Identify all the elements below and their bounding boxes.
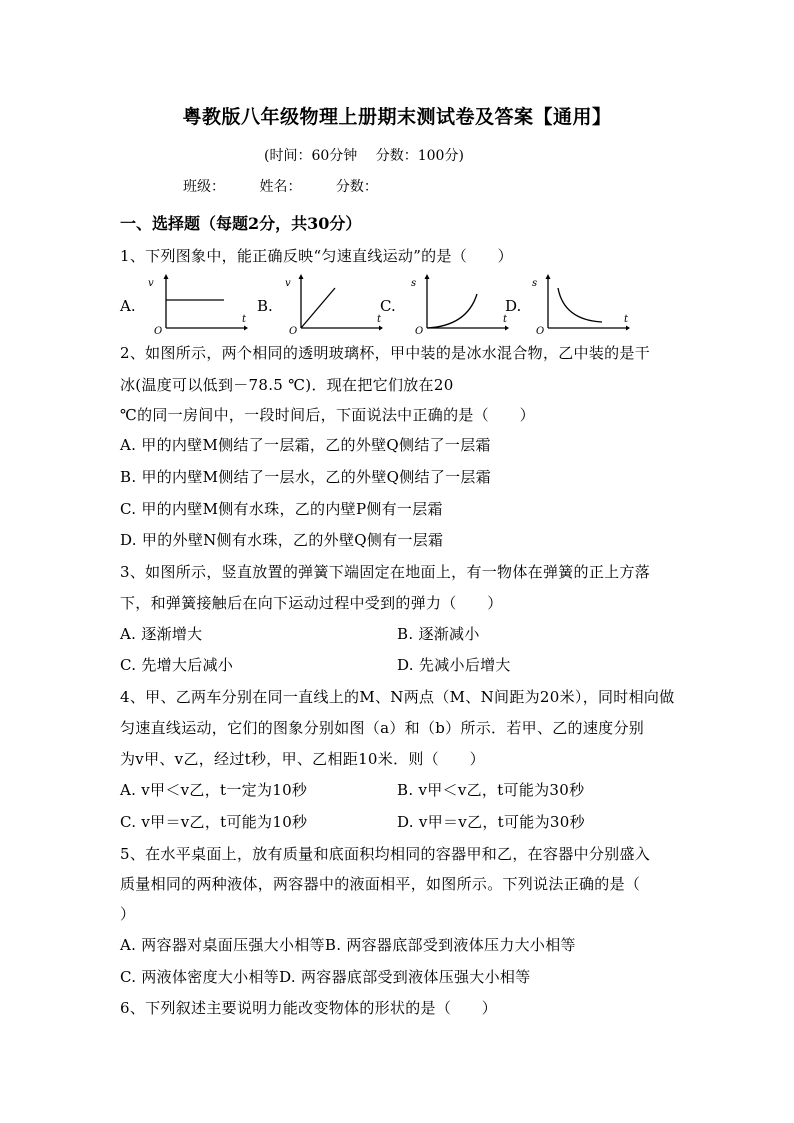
q3-option-d: D. 先减小后增大 <box>397 656 511 674</box>
q1-graph-b-x-label: t <box>377 314 382 325</box>
q1-graph-a-y-label: v <box>148 278 154 289</box>
q1-graph-d-origin: O <box>536 326 545 337</box>
q1-graph-b-origin: O <box>289 326 298 337</box>
q1-graph-a-x-label: t <box>242 314 247 325</box>
q2-option-a: A. 甲的内壁M侧结了一层霜，乙的外壁Q侧结了一层霜 <box>120 436 491 454</box>
q5-options-cd: C. 两液体密度大小相等D. 两容器底部受到液体压强大小相等 <box>120 968 531 986</box>
q4-option-d: D. v甲＝v乙，t可能为30秒 <box>397 813 585 831</box>
class-label: 班级： <box>183 179 225 195</box>
q3-option-a: A. 逐渐增大 <box>120 625 203 643</box>
q1-graph-b-y-label: v <box>285 278 291 289</box>
q2-option-b: B. 甲的内壁M侧结了一层水，乙的外壁Q侧结了一层霜 <box>120 468 492 486</box>
q1-graph-c-y-label: s <box>411 278 417 289</box>
q3-option-c: C. 先增大后减小 <box>120 656 234 674</box>
q5-stem-line1: 5、在水平桌面上，放有质量和底面积均相同的容器甲和乙，在容器中分别盛入 <box>120 845 651 863</box>
score-label: 分数： <box>335 179 378 195</box>
q5-stem-line3: ） <box>120 905 136 923</box>
q5-stem-line2: 质量相同的两种液体，两容器中的液面相平，如图所示。下列说法正确的是（ <box>120 875 641 893</box>
name-label: 姓名： <box>259 179 302 195</box>
q3-stem-line1: 3、如图所示，竖直放置的弹簧下端固定在地面上，有一物体在弹簧的正上方落 <box>120 563 651 581</box>
q2-stem-line2: 冰(温度可以低到－78.5 ℃)．现在把它们放在20 <box>120 376 454 394</box>
q3-stem-line2: 下，和弹簧接触后在向下运动过程中受到的弹力（ ） <box>120 594 503 612</box>
exam-time-score: (时间：60分钟 分数：100分) <box>264 148 464 164</box>
q3-option-b: B. 逐渐减小 <box>397 625 480 643</box>
q1-stem: 1、下列图象中，能正确反映“匀速直线运动”的是（ ） <box>120 247 513 265</box>
q1-option-c-label: C. <box>380 297 396 315</box>
page-title: 粤教版八年级物理上册期末测试卷及答案【通用】 <box>182 106 612 128</box>
q1-graph-c-origin: O <box>415 326 424 337</box>
q4-option-c: C. v甲＝v乙，t可能为10秒 <box>120 813 308 831</box>
q1-graph-d-y-label: s <box>532 278 538 289</box>
q1-graph-a <box>148 274 248 337</box>
q1-graph-d-x-label: t <box>624 314 629 325</box>
q4-stem-line3: 为v甲、v乙，经过t秒，甲、乙相距10米．则（ ） <box>120 750 485 768</box>
q4-option-a: A. v甲＜v乙，t一定为10秒 <box>120 781 308 799</box>
section-heading: 一、选择题（每题2分，共30分） <box>120 214 362 233</box>
q5-options-ab: A. 两容器对桌面压强大小相等B. 两容器底部受到液体压力大小相等 <box>120 936 576 954</box>
q1-graph-c <box>409 274 509 337</box>
student-info-line <box>183 176 408 196</box>
q2-stem-line3: ℃的同一房间中，一段时间后，下面说法中正确的是（ ） <box>120 406 535 424</box>
q6-stem: 6、下列叙述主要说明力能改变物体的形状的是（ ） <box>120 999 498 1017</box>
q1-option-b-label: B. <box>257 297 273 315</box>
q2-option-d: D. 甲的外壁N侧有水珠，乙的外壁Q侧有一层霜 <box>120 531 444 549</box>
q1-option-d-label: D. <box>505 297 522 315</box>
q1-graph-c-x-label: t <box>503 314 508 325</box>
q1-graph-b <box>283 274 383 337</box>
q2-option-c: C. 甲的内壁M侧有水珠，乙的内壁P侧有一层霜 <box>120 500 443 518</box>
q4-stem-line1: 4、甲、乙两车分别在同一直线上的M、N两点（M、N间距为20米），同时相向做 <box>120 688 675 706</box>
q2-stem-line1: 2、如图所示，两个相同的透明玻璃杯，甲中装的是冰水混合物，乙中装的是干 <box>120 344 651 362</box>
q1-option-a-label: A. <box>120 297 136 315</box>
q1-graph-a-origin: O <box>154 326 163 337</box>
q4-option-b: B. v甲＜v乙，t可能为30秒 <box>397 781 585 799</box>
q1-graph-d <box>530 274 630 337</box>
q4-stem-line2: 匀速直线运动，它们的图象分别如图（a）和（b）所示．若甲、乙的速度分别 <box>120 719 645 737</box>
